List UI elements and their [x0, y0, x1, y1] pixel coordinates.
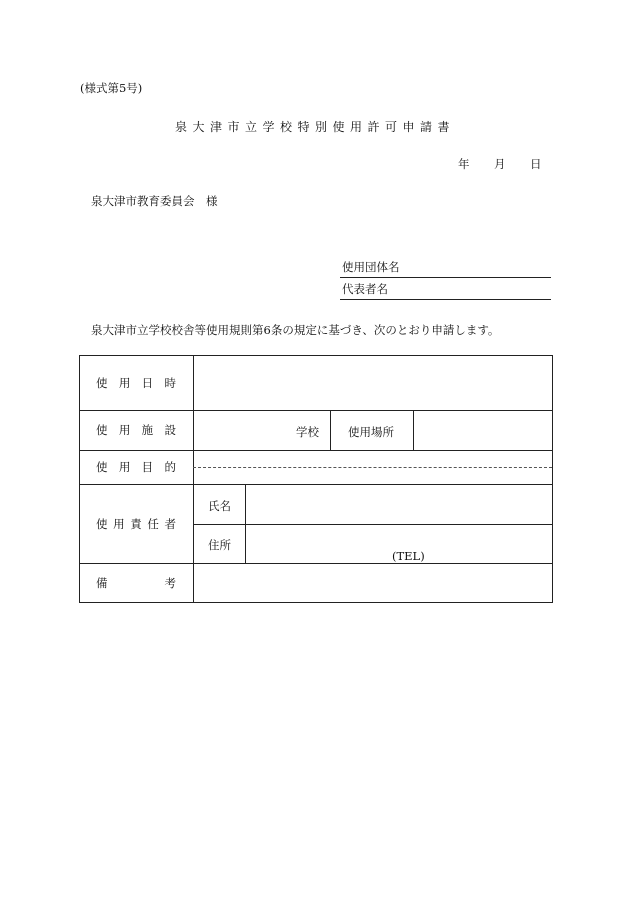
datetime-field[interactable]: [194, 356, 552, 410]
facility-divider: [330, 410, 331, 450]
date-day-label: 日: [530, 157, 542, 171]
school-name-field[interactable]: [194, 410, 304, 450]
name-field[interactable]: [246, 484, 552, 524]
tel-label: (TEL): [392, 549, 425, 563]
remarks-field[interactable]: [194, 563, 552, 602]
purpose-field[interactable]: [194, 450, 552, 484]
form-number: (様式第5号): [80, 81, 143, 95]
document-title: 泉大津市立学校特別使用許可申請書: [174, 120, 455, 134]
group-name-label: 使用団体名: [342, 260, 400, 274]
datetime-label: 使 用 日 時: [96, 376, 176, 390]
date-year-label: 年: [458, 157, 470, 171]
group-name-field[interactable]: [340, 261, 551, 278]
representative-field[interactable]: [340, 283, 551, 300]
facility-label: 使 用 施 設: [96, 423, 176, 437]
addressee: 泉大津市教育委員会 様: [91, 194, 218, 208]
request-statement: 泉大津市立学校校舎等使用規則第6条の規定に基づき、次のとおり申請します。: [91, 323, 500, 337]
representative-label: 代表者名: [342, 282, 388, 296]
responsible-label: 使 用 責 任 者: [96, 516, 176, 531]
place-field[interactable]: [414, 410, 552, 450]
application-table: [79, 355, 553, 603]
purpose-label: 使 用 目 的: [96, 460, 176, 474]
remarks-label: 備 考: [96, 575, 176, 590]
name-label: 氏名: [208, 499, 231, 513]
date-month-label: 月: [494, 157, 506, 171]
school-suffix: 学校: [296, 425, 319, 439]
address-label: 住所: [208, 538, 231, 552]
place-label: 使用場所: [348, 425, 394, 439]
